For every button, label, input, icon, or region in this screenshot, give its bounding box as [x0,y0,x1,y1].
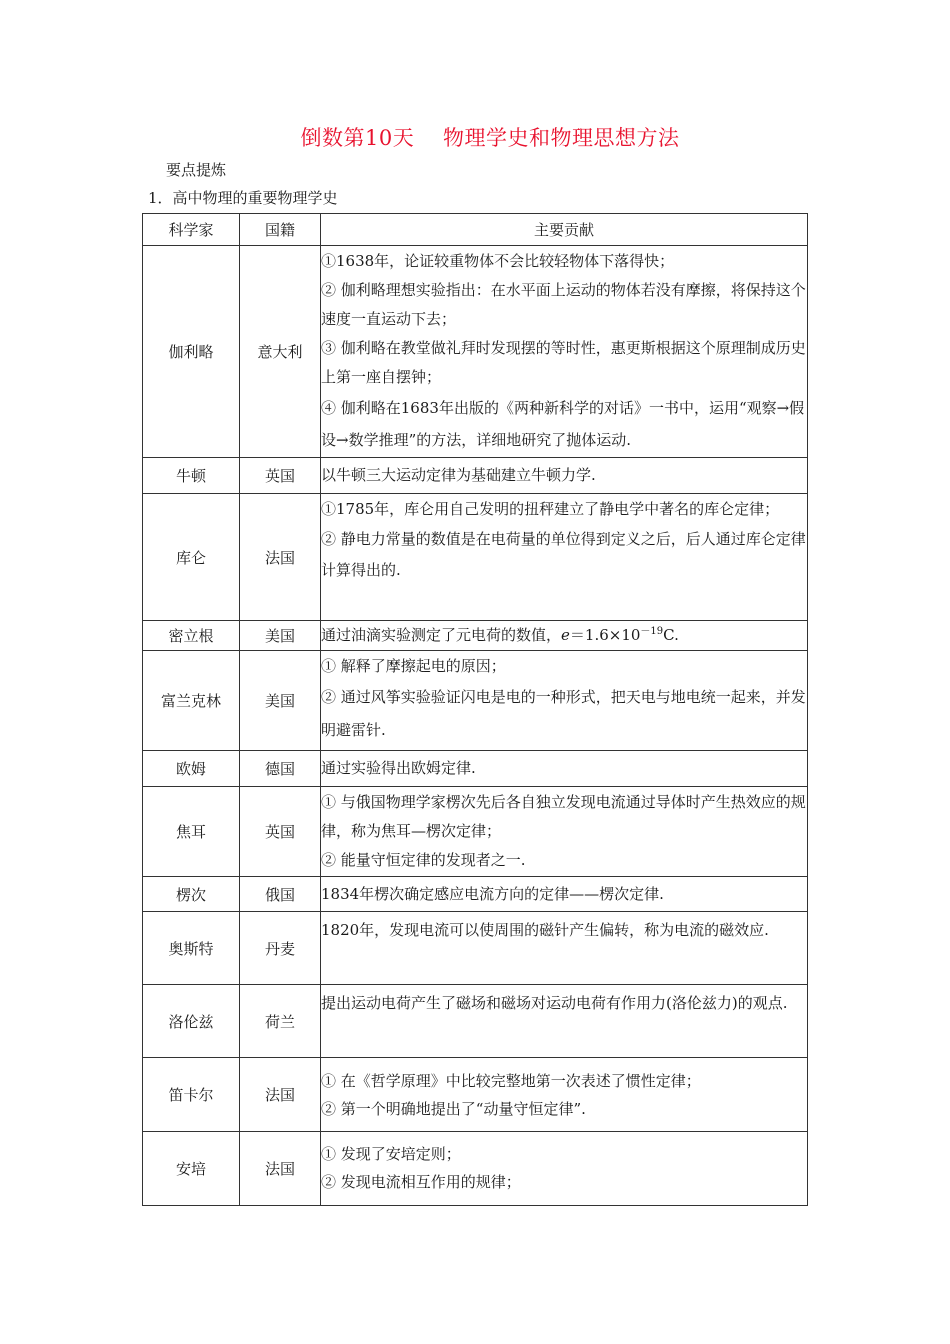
table-row [143,912,808,985]
elementary-charge-formula [321,621,807,650]
contribution-line: 1820年，发现电流可以使周围的磁针产生偏转，称为电流的磁效应. [321,921,769,939]
scientist-name: 焦耳 [143,787,240,877]
formula-suffix: C. [663,626,679,644]
scientist-nationality: 俄国 [240,877,321,912]
scientist-name: 密立根 [143,621,240,651]
formula-middle: ＝1.6×10 [569,626,641,644]
table-row [143,1058,808,1132]
section-label: 要点提炼 [166,161,227,179]
contribution-line: ① 与俄国物理学家楞次先后各自独立发现电流通过导体时产生热效应的规律，称为焦耳—楞次定律； [321,793,806,840]
contribution-cell [321,1058,808,1132]
scientist-name: 安培 [143,1132,240,1206]
contribution-line: 1834年楞次确定感应电流方向的定律——楞次定律. [321,884,664,903]
formula-exponent: －19 [640,626,664,637]
scientist-nationality: 法国 [240,1058,321,1132]
scientist-nationality: 英国 [240,458,321,494]
scientist-nationality: 法国 [240,1132,321,1206]
contribution-cell [321,985,808,1058]
formula-symbol: e [561,626,570,644]
scientist-nationality: 荷兰 [240,985,321,1058]
contribution-line: ③ 伽利略在教堂做礼拜时发现摆的等时性，惠更斯根据这个原理制成历史上第一座自摆钟； [321,339,806,386]
scientist-name: 牛顿 [143,458,240,494]
scientist-nationality: 丹麦 [240,912,321,985]
contribution-line: ①1785年，库仑用自己发明的扭秤建立了静电学中著名的库仑定律； [321,500,780,518]
contribution-line: 通过实验得出欧姆定律. [321,759,476,777]
table-row [143,1132,808,1206]
scientist-nationality: 意大利 [240,246,321,458]
scientist-name: 库仑 [143,494,240,621]
contribution-line: ② 第一个明确地提出了“动量守恒定律”. [321,1099,586,1118]
contribution-line: ① 解释了摩擦起电的原因； [321,657,506,675]
table-row [143,751,808,787]
scientist-name: 笛卡尔 [143,1058,240,1132]
table-row [143,877,808,912]
contribution-cell [321,912,808,985]
contribution-line: ①1638年，论证较重物体不会比较轻物体下落得快； [321,252,675,270]
physics-history-table [142,213,808,1206]
scientist-name: 富兰克林 [143,651,240,751]
table-header-row [143,214,808,246]
contribution-line: ② 静电力常量的数值是在电荷量的单位得到定义之后，后人通过库仑定律计算得出的. [321,530,806,579]
header-scientist: 科学家 [143,214,240,246]
contribution-line: ② 发现电流相互作用的规律； [321,1173,521,1191]
contribution-line: 以牛顿三大运动定律为基础建立牛顿力学. [321,466,596,484]
contribution-cell [321,651,808,751]
scientist-nationality: 德国 [240,751,321,787]
contribution-cell [321,494,808,621]
scientist-name: 欧姆 [143,751,240,787]
contribution-cell [321,877,808,912]
scientist-name: 伽利略 [143,246,240,458]
table-row [143,985,808,1058]
scientist-name: 楞次 [143,877,240,912]
contribution-cell [321,751,808,787]
contribution-cell [321,621,808,651]
contribution-line: ② 伽利略理想实验指出：在水平面上运动的物体若没有摩擦，将保持这个速度一直运动下去； [321,281,806,328]
scientist-name: 奥斯特 [143,912,240,985]
contribution-cell [321,246,808,458]
scientist-nationality: 美国 [240,621,321,651]
contribution-line: ④ 伽利略在1683年出版的《两种新科学的对话》一书中，运用“观察→假设→数学推理”的方法，详细地研究了抛体运动. [321,399,805,449]
header-nationality: 国籍 [240,214,321,246]
header-contribution: 主要贡献 [321,214,808,246]
subsection-title: 1．高中物理的重要物理学史 [148,189,338,207]
contribution-line: ② 能量守恒定律的发现者之一. [321,851,526,869]
table-row [143,651,808,751]
scientist-name: 洛伦兹 [143,985,240,1058]
table-row [143,494,808,621]
contribution-line: ① 发现了安培定则； [321,1145,461,1163]
contribution-line: ① 在《哲学原理》中比较完整地第一次表述了惯性定律； [321,1071,701,1090]
document-title: 倒数第10天 物理学史和物理思想方法 [300,126,680,150]
formula-prefix: 通过油滴实验测定了元电荷的数值， [321,626,562,644]
table-row [143,621,808,651]
scientist-nationality: 美国 [240,651,321,751]
contribution-cell [321,1132,808,1206]
table-row [143,458,808,494]
contribution-cell [321,787,808,877]
contribution-line: 提出运动电荷产生了磁场和磁场对运动电荷有作用力(洛伦兹力)的观点. [321,994,788,1012]
scientist-nationality: 英国 [240,787,321,877]
contribution-cell [321,458,808,494]
table-row [143,246,808,458]
scientist-nationality: 法国 [240,494,321,621]
contribution-line: ② 通过风筝实验验证闪电是电的一种形式，把天电与地电统一起来，并发明避雷针. [321,688,806,739]
table-row [143,787,808,877]
